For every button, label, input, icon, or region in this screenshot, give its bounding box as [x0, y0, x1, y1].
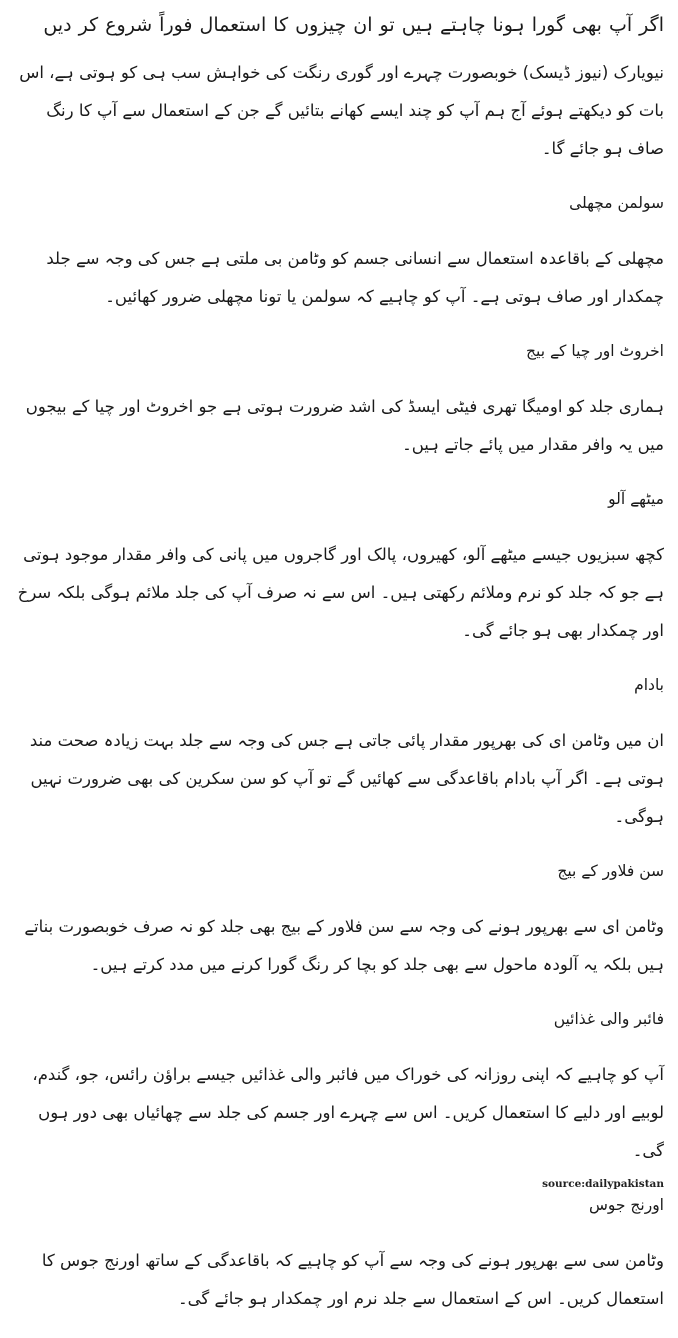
section-text-salmon: مچھلی کے باقاعدہ استعمال سے انسانی جسم کو وٹامن بی ملتی ہے جس کی وجہ سے جلد چمکدار اور صاف ہوتی ہے۔ آپ کو چاہیے کہ سولمن یا تونا مچھلی ضرور کھائیں۔ [46, 249, 664, 306]
section-heading-walnut-chia: اخروٹ اور چیا کے بیج [526, 342, 664, 360]
section-heading-orange-juice: اورنج جوس [588, 1196, 664, 1214]
section-text-fiber-foods: آپ کو چاہیے کہ اپنی روزانہ کی خوراک میں فائبر والی غذائیں جیسے براؤن رائس، جو، گندم، لوبیے اور دلیے کا استعمال کریں۔ اس سے چہرے اور جسم کی جلد سے چھائیاں بھی دور ہوں گی۔ [32, 1065, 664, 1160]
section-text-sunflower-seeds: وٹامن ای سے بھرپور ہونے کی وجہ سے سن فلاور کے بیج بھی جلد کو نہ صرف خوبصورت بناتے ہیں بلکہ یہ آلودہ ماحول سے بھی جلد کو بچا کر رنگ گورا کرنے میں مدد کرتے ہیں۔ [24, 917, 664, 974]
section-text-orange-juice: وٹامن سی سے بھرپور ہونے کی وجہ سے آپ کو چاہیے کہ باقاعدگی کے ساتھ اورنج جوس کا استعمال کریں۔ اس کے استعمال سے جلد نرم اور چمکدار ہو جائے گی۔ [41, 1251, 664, 1308]
section-text-sweet-potato: کچھ سبزیوں جیسے میٹھے آلو، کھیروں، پالک اور گاجروں میں پانی کی وافر مقدار موجود ہوتی ہے جو کہ جلد کو نرم وملائم رکھتی ہیں۔ اس سے نہ صرف آپ کی جلد ملائم ہوگی بلکہ سرخ اور چمکدار بھی ہو جائے گی۔ [17, 545, 664, 640]
section-heading-fiber-foods: فائبر والی غذائیں [553, 1010, 664, 1028]
section-heading-sunflower-seeds: سن فلاور کے بیج [557, 862, 664, 880]
section-heading-sweet-potato: میٹھے آلو [608, 490, 664, 508]
section-heading-almonds: بادام [634, 676, 664, 694]
article-title: اگر آپ بھی گورا ہونا چاہتے ہیں تو ان چیزوں کا استعمال فوراً شروع کر دیں [43, 14, 664, 36]
section-text-walnut-chia: ہماری جلد کو اومیگا تھری فیٹی ایسڈ کی اشد ضرورت ہوتی ہے جو اخروٹ اور چیا کے بیجوں میں یہ وافر مقدار میں پائے جاتے ہیں۔ [25, 397, 664, 454]
source-credit: source:dailypakistan [542, 1178, 664, 1190]
section-text-almonds: ان میں وٹامن ای کی بھرپور مقدار پائی جاتی ہے جس کی وجہ سے جلد بہت زیادہ صحت مند ہوتی ہے۔ اگر آپ بادام باقاعدگی سے کھائیں گے تو آپ کو سن سکرین کی بھی ضرورت نہیں ہوگی۔ [29, 731, 664, 826]
section-heading-salmon: سولمن مچھلی [569, 194, 664, 212]
article [14, 10, 664, 1338]
intro-paragraph: نیویارک (نیوز ڈیسک) خوبصورت چہرے اور گوری رنگت کی خواہش سب ہی کو ہوتی ہے، اس بات کو دیکھتے ہوئے آج ہم آپ کو چند ایسے کھانے بتائیں گے جن کے استعمال سے آپ کا رنگ صاف ہو جائے گا۔ [19, 63, 664, 158]
